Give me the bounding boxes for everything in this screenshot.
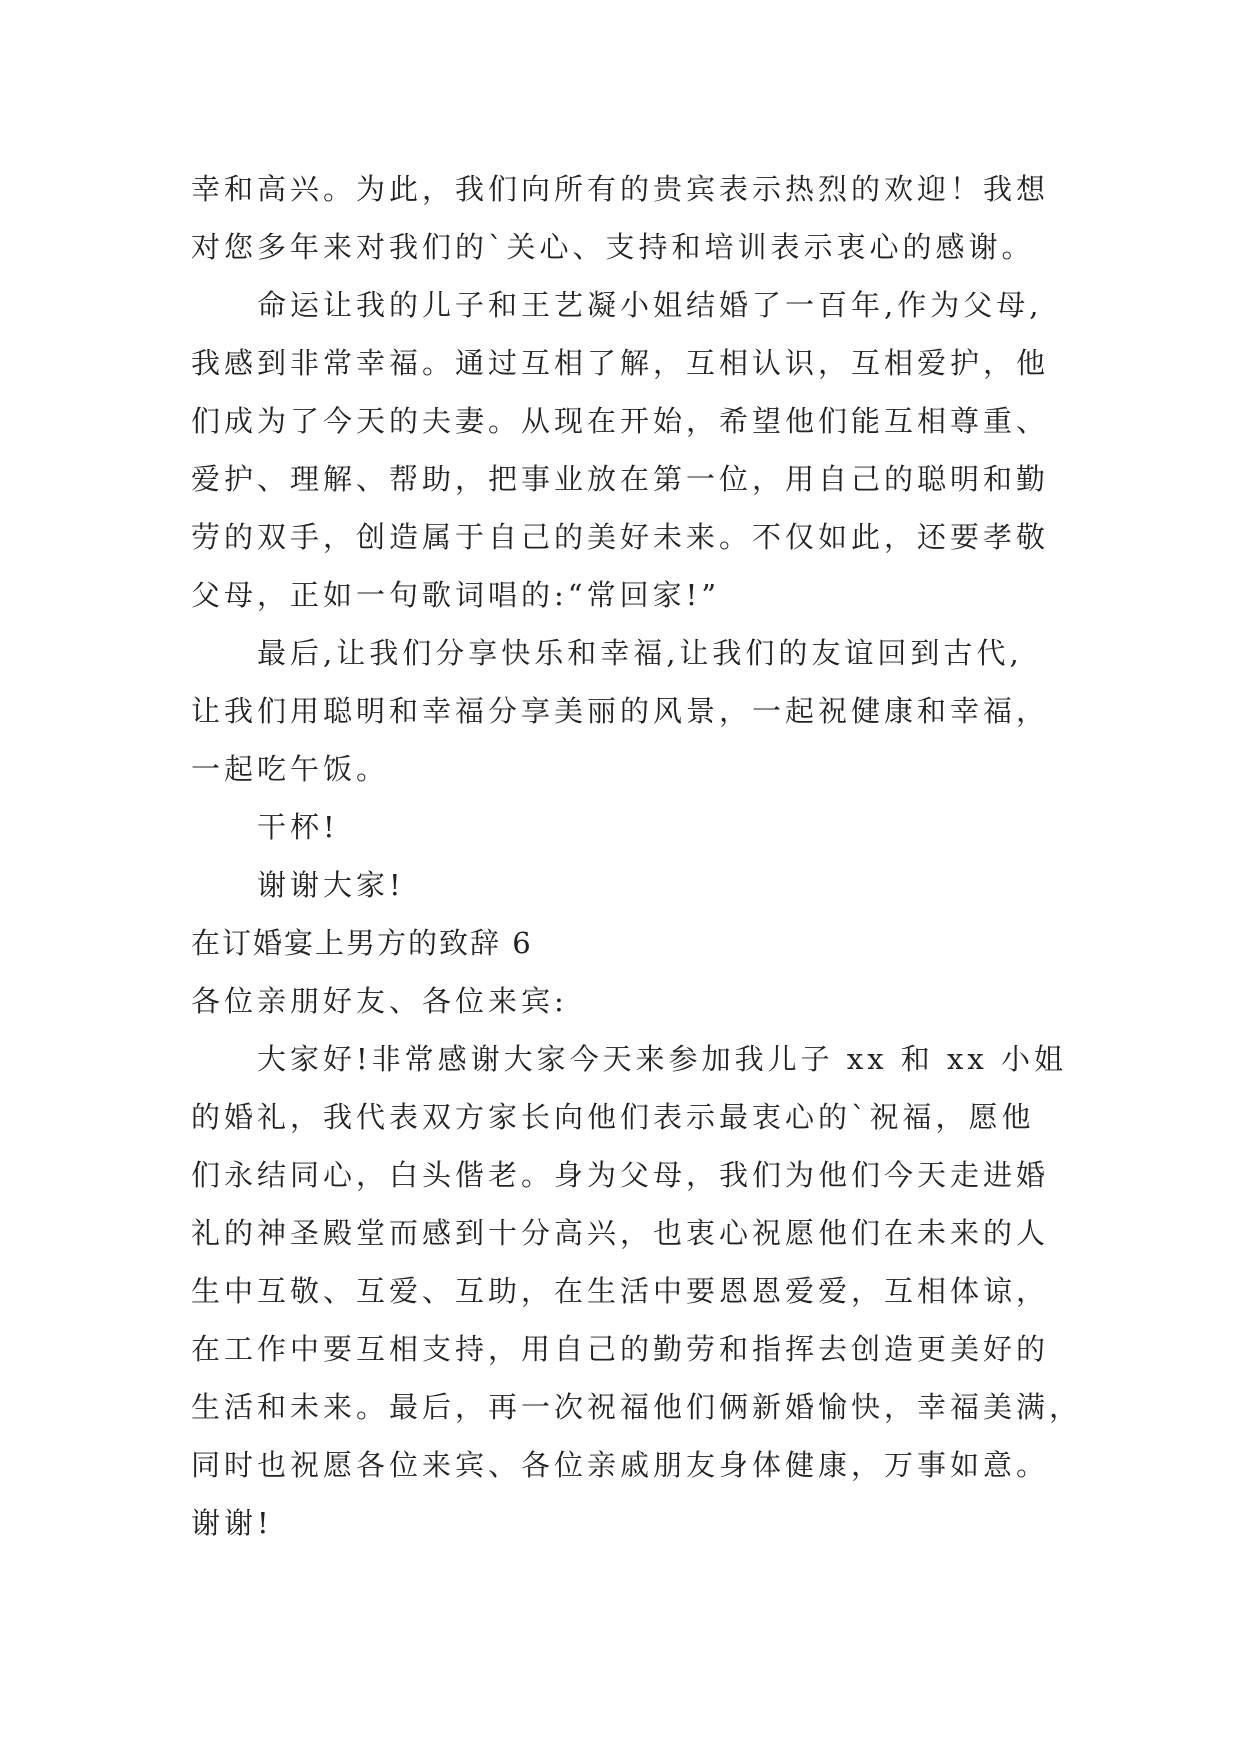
text-line: 的婚礼，我代表双方家长向他们表示最衷心的`祝福，愿他 bbox=[191, 1100, 1035, 1134]
paragraph-start: 命运让我的儿子和王艺凝小姐结婚了一百年,作为父母, bbox=[257, 288, 1043, 322]
text-line: 对您多年来对我们的`关心、支持和培训表示衷心的感谢。 bbox=[191, 230, 1035, 264]
section-heading: 在订婚宴上男方的致辞 6 bbox=[191, 926, 533, 960]
text-line: 在工作中要互相支持，用自己的勤劳和指挥去创造更美好的 bbox=[191, 1332, 1050, 1366]
text-line: 爱护、理解、帮助，把事业放在第一位，用自己的聪明和勤 bbox=[191, 462, 1050, 496]
text-line: 幸和高兴。为此，我们向所有的贵宾表示热烈的欢迎！我想 bbox=[191, 172, 1050, 206]
text-line: 生中互敬、互爱、互助，在生活中要恩恩爱爱，互相体谅， bbox=[191, 1274, 1050, 1308]
thanks-line: 谢谢大家! bbox=[257, 868, 405, 902]
text-line: 让我们用聪明和幸福分享美丽的风景，一起祝健康和幸福， bbox=[191, 694, 1050, 728]
text-line: 同时也祝愿各位来宾、各位亲戚朋友身体健康，万事如意。 bbox=[191, 1448, 1050, 1482]
paragraph-start: 最后,让我们分享快乐和幸福,让我们的友谊回到古代, bbox=[257, 636, 1023, 670]
paragraph-start: 大家好!非常感谢大家今天来参加我儿子 xx 和 xx 小姐 bbox=[257, 1042, 1067, 1076]
salutation: 各位亲朋好友、各位来宾: bbox=[191, 984, 568, 1018]
toast-line: 干杯! bbox=[257, 810, 339, 844]
text-line: 生活和未来。最后，再一次祝福他们俩新婚愉快，幸福美满， bbox=[191, 1390, 1083, 1424]
text-line: 父母，正如一句歌词唱的:“常回家!” bbox=[191, 578, 721, 612]
text-line: 礼的神圣殿堂而感到十分高兴，也衷心祝愿他们在未来的人 bbox=[191, 1216, 1050, 1250]
document-body bbox=[191, 160, 1083, 1552]
text-line: 我感到非常幸福。通过互相了解，互相认识，互相爱护，他 bbox=[191, 346, 1050, 380]
text-line: 们成为了今天的夫妻。从现在开始，希望他们能互相尊重、 bbox=[191, 404, 1050, 438]
closing-line: 谢谢! bbox=[191, 1506, 273, 1540]
text-line: 一起吃午饭。 bbox=[191, 752, 390, 786]
text-line: 劳的双手，创造属于自己的美好未来。不仅如此，还要孝敬 bbox=[191, 520, 1050, 554]
text-line: 们永结同心，白头偕老。身为父母，我们为他们今天走进婚 bbox=[191, 1158, 1050, 1192]
